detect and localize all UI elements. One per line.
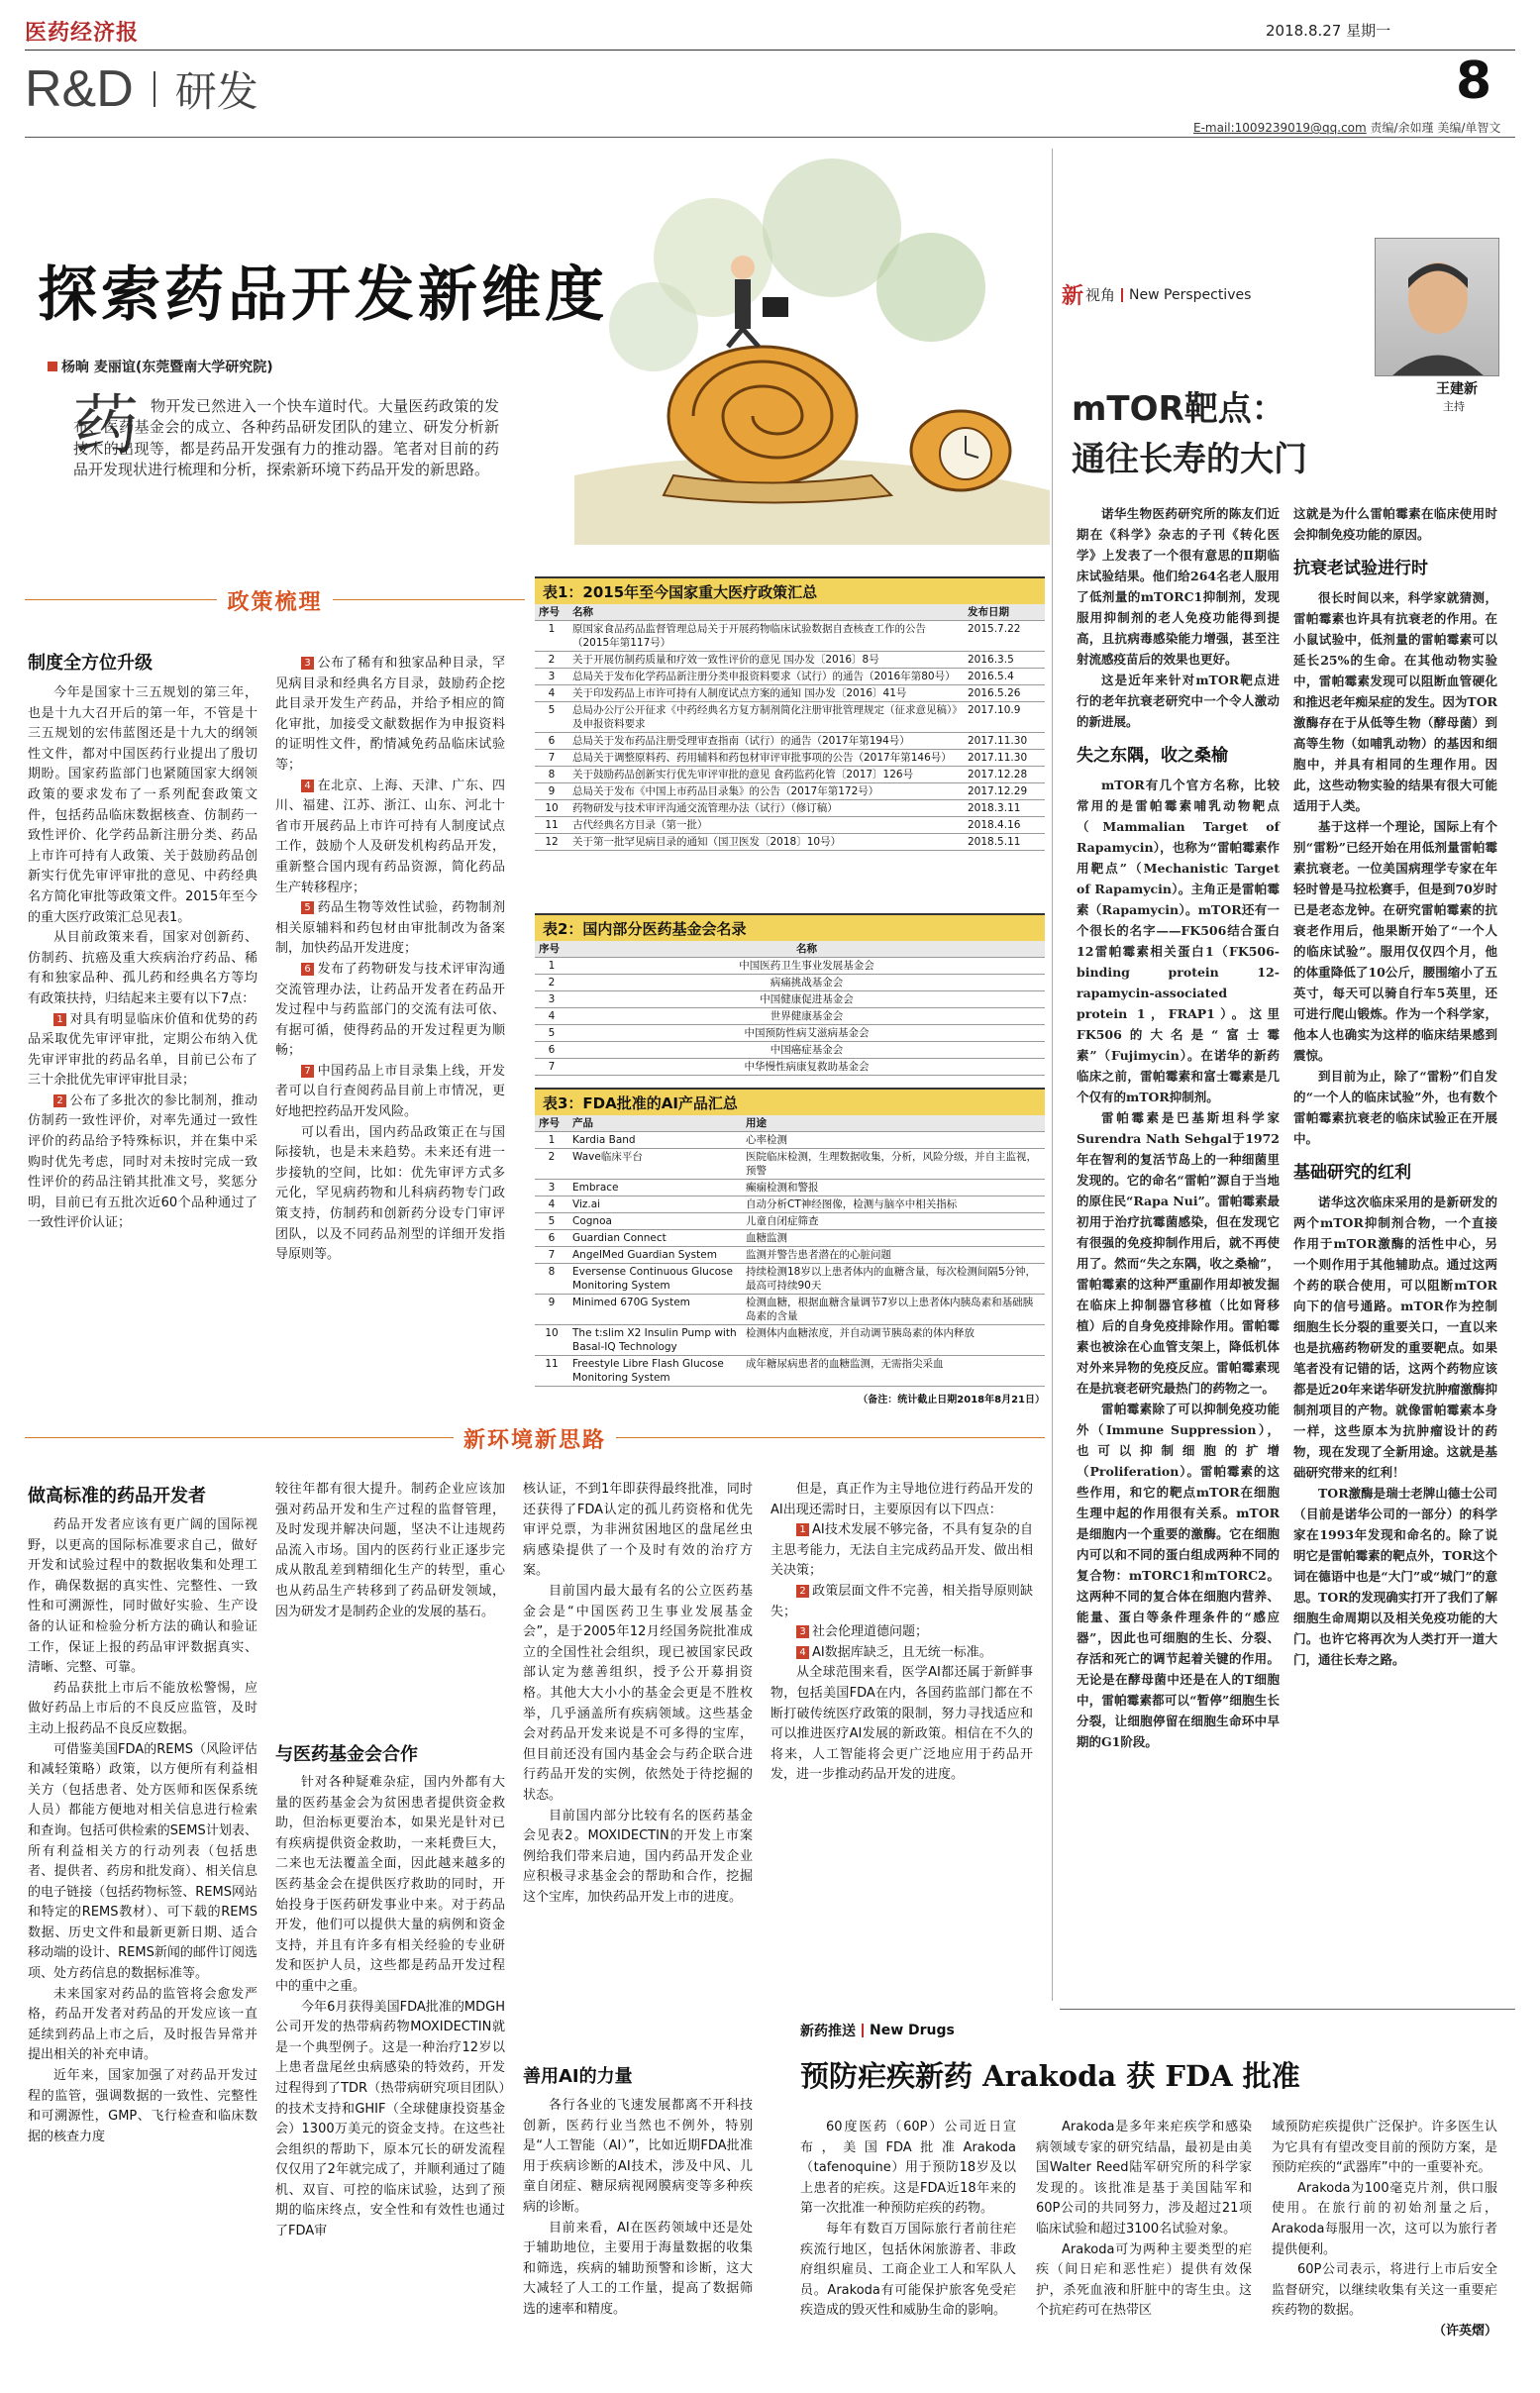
para: 目前来看，AI在医药领域中还是处于辅助地位，主要用于海量数据的收集和筛选，疾病的辅助预警和诊断，这大大减轻了人工的工作量，提高了数据筛选的速率和精度。 <box>523 2220 753 2317</box>
author-line <box>48 357 273 376</box>
table-row <box>535 652 1045 669</box>
para: 针对各种疑难杂症，国内外都有大量的医药基金会为贫困患者提供资金救助，但治标更要治本，如果光是针对已有疾病提供资金救助，一来耗费巨大，二来也无法覆盖全面，因此越来越多的医药基金会在提供医疗救助的同时，开始投身于医药研发事业中来。对于药品开发，他们可以提供大量的病例和资金支持，并且有许多有相关经验的专业研发和医护人员，这些都是药品开发过程中的重中之重。 <box>275 1775 505 1994</box>
col-header: 名称 <box>568 941 1045 958</box>
cell: 2018.4.16 <box>964 817 1045 834</box>
table-1 <box>535 576 1045 851</box>
table-row <box>535 1042 1045 1059</box>
cell: AngelMed Guardian System <box>568 1247 742 1264</box>
para: 雷帕霉素除了可以抑制免疫功能外（Immune Suppression），也可以抑制细胞的扩增（Proliferation）。雷帕霉素的这些作用，和它的靶点mTOR在细胞生理中起的作用很有关系。mTOR是细胞内一个重要的激酶。它在细胞内可以和不同的蛋白组成两种不同的复合物：mTORC1和mTORC2。这两种不同的复合体在细胞内营养、能量、蛋白等条件理条件的“感应器”，因此也可细胞的生长、分裂、存活和死亡的调节起着关键的作用。无论是在酵母菌中还是在人的T细胞中，雷帕霉素都可以“暂停”细胞生长分裂，让细胞停留在细胞生命环中早期的G1阶段。 <box>1077 1402 1280 1749</box>
cell: 11 <box>535 1356 568 1387</box>
cell: 医院临床检测，生理数据收集，分析，风险分级，并自主监视，预警 <box>742 1149 1045 1180</box>
cell: 中国癌症基金会 <box>568 1042 1045 1059</box>
para: 很长时间以来，科学家就猜测，雷帕霉素也许具有抗衰老的作用。在小鼠试验中，低剂量的雷帕霉素可以延长25%的生命。在其他动物实验中，雷帕霉素发现可以阻断血管硬化和推迟老年痴呆症的发生。因为TOR激酶存在于从低等生物（酵母菌）到高等生物（如哺乳动物）的基因和细胞中，并具有相同的生理作用。因此，这些动物实验的结果有很大可能适用于人类。 <box>1293 590 1497 813</box>
table-row <box>535 1325 1045 1356</box>
item-number: 3 <box>301 657 314 670</box>
page-number: 8 <box>1456 52 1492 111</box>
para: 较往年都有很大提升。制药企业应该加强对药品开发和生产过程的监督管理，及时发现并解决问题，坚决不让违规药品流入市场。国内的医药行业正逐步完成从散乱差到精细化生产的转型，重心也从药品生产转移到了药品研发领域，因为研发才是制药企业的发展的基石。 <box>275 1482 505 1619</box>
table-row <box>535 733 1045 750</box>
table-row <box>535 958 1045 975</box>
drug-tag <box>800 2021 955 2040</box>
table-row <box>535 1196 1045 1213</box>
cell: 5 <box>535 1213 568 1230</box>
table-row <box>535 702 1045 733</box>
cell: 血糖监测 <box>742 1230 1045 1247</box>
cell: 心率检测 <box>742 1132 1045 1149</box>
section-divider <box>154 71 155 107</box>
cell: 成年糖尿病患者的血糖监测，无需指尖采血 <box>742 1356 1045 1387</box>
cell: 总局关于发布《中国上市药品目录集》的公告（2017年第172号） <box>568 783 964 800</box>
main-title: 探索药品开发新维度 <box>38 260 608 330</box>
item-number: 4 <box>301 780 314 792</box>
cell: 儿童自闭症筛查 <box>742 1213 1045 1230</box>
table-row <box>535 817 1045 834</box>
cell: Viz.ai <box>568 1196 742 1213</box>
editor-line <box>1193 119 1500 136</box>
cell: 2 <box>535 975 568 991</box>
subhead-standard: 做高标准的药品开发者 <box>28 1486 206 1507</box>
drug-col-2 <box>1036 2118 1252 2322</box>
table-row <box>535 783 1045 800</box>
article-col-b3b <box>523 2096 753 2321</box>
cell: 中华慢性病康复救助基金会 <box>568 1059 1045 1076</box>
article-col-b1 <box>28 1515 257 2147</box>
para: mTOR有几个官方名称，比较常用的是雷帕霉素哺乳动物靶点（Mammalian Target of Rapamycin），也称为“雷帕霉素作用靶点”（Mechanistic Target of Rapamycin）。主角正是雷帕霉素（Rapamycin）。mTOR还有一个很长的名字——FK506结合蛋白12雷帕霉素相关蛋白1（FK506-binding protein 12-rapamycin-associated protein 1，FRAP1）。这里FK506的大名是“富士霉素”（Fujimycin）。在诺华的新药临床之前，雷帕霉素和富士霉素是几个仅有的mTOR抑制剂。 <box>1077 778 1280 1104</box>
cell: Minimed 670G System <box>568 1295 742 1325</box>
cell: 9 <box>535 1295 568 1325</box>
table-row <box>535 1025 1045 1042</box>
cell: 世界健康基金会 <box>568 1008 1045 1025</box>
para: 近年来，国家加强了对药品开发过程的监管，强调数据的一致性、完整性和可溯源性，GMP、飞行检查和临床数据的核查力度 <box>28 2068 257 2144</box>
table-row <box>535 1213 1045 1230</box>
para: 目前国内部分比较有名的医药基金会见表2。MOXIDECTIN的开发上市案例给我们带来启迪，国内药品开发企业应积极寻求基金会的帮助和合作，挖掘这个宝库，加快药品开发上市的进度。 <box>523 1808 753 1905</box>
cell: 关于印发药品上市许可持有人制度试点方案的通知 国办发〔2016〕41号 <box>568 685 964 702</box>
article-col-1 <box>28 683 257 1234</box>
para: 药品开发者应该有更广阔的国际视野，以更高的国际标准要求自己，做好开发和试验过程中的数据收集和处理工作，确保数据的真实性、完整性、一致性和可溯源性，同时做好实验、生产设备的认证和检验分析方法的确认和验证工作，保证上报的药品审评数据真实、清晰、完整、可靠。 <box>28 1517 257 1676</box>
item-number: 5 <box>301 901 314 914</box>
table-row <box>535 1149 1045 1180</box>
table-1-grid <box>535 604 1045 851</box>
cell: 2017.12.29 <box>964 783 1045 800</box>
table-row <box>535 1230 1045 1247</box>
para: 基于这样一个理论，国际上有个别“雷粉”已经开始在用低剂量雷帕霉素抗衰老。一位美国病理学专家在年轻时曾是马拉松赛手，但是到70岁时已是老态龙钟。在研究雷帕霉素的抗衰老作用后，他果断开始了“一个人的临床试验”。服用仅仅四个月，他的体重降低了10公斤，腰围缩小了五英寸，每天可以骑自行车5英里，还可进行爬山锻炼。作为一个科学家，他本人也确实为这样的临床结果感到震惊。 <box>1293 819 1497 1063</box>
item-number: 2 <box>53 1094 66 1107</box>
item-text: 公布了稀有和独家品种目录，罕见病目录和经典名方目录，鼓励药企挖此目录开发生产药品，并给予相应的简化审批，加接受文献数据作为申报资料的证明性文件，酌情减免药品临床试验等； <box>275 656 505 773</box>
para: 目前国内最大最有名的公立医药基金会是“中国医药卫生事业发展基金会”，是于2005年12月经国务院批准成立的全国性社会组织，现已被国家民政部认定为慈善组织，授予公开募捐资格。其他大大小小的基金会更是不胜枚举，几乎涵盖所有疾病领域。这些基金会对药品开发来说是不可多得的宝库，但目前还没有国内基金会与药企联合进行药品开发的实例，依然处于待挖掘的状态。 <box>523 1583 753 1803</box>
article-col-2 <box>275 654 505 1266</box>
column-tag <box>1062 279 1251 310</box>
table-3-grid <box>535 1115 1045 1387</box>
list-item <box>770 1643 1033 1664</box>
cell: 1 <box>535 1132 568 1149</box>
para: 每年有数百万国际旅行者前往疟疾流行地区，包括休闲旅游者、非政府组织雇员、工商企业工人和军队人员。Arakoda有可能保护旅客免受疟疾造成的毁灭性和威胁生命的影响。 <box>800 2221 1016 2319</box>
para: 可借鉴美国FDA的REMS（风险评估和减轻策略）政策，以方便所有利益相关方（包括患者、处方医师和医保系统人员）都能方便地对相关信息进行检索和查询。包括可供检索的SEMS计划表、所有利益相关方的行动列表（包括患者、提供者、药房和批发商）、相关信息的电子链接（包括药物标签、REMS网站和特定的REMS教材）、可下载的REMS数据、历史文件和最新更新日期、适合移动端的设计、REMS新闻的邮件订阅选项、处方药信息的数据标准等。 <box>28 1741 257 1982</box>
host-role: 主持 <box>1443 400 1465 413</box>
issue-date <box>1266 20 1390 41</box>
table-row <box>535 991 1045 1008</box>
cell: 中国健康促进基金会 <box>568 991 1045 1008</box>
column-title-1: mTOR靶点： <box>1072 389 1285 429</box>
table-row <box>535 1295 1045 1325</box>
item-text: 政策层面文件不完善，相关指导原则缺失； <box>770 1583 1033 1619</box>
drug-tag-bar <box>862 2024 864 2037</box>
para: 可以看出，国内药品政策正在与国际接轨，也是未来趋势。未来还有进一步接轨的空间，比如：优先审评方式多元化，罕见病药物和儿科病药物专门政策支持，仿制药和创新药分设专门审评团队，以及不同药品剂型的详细开发指导原则等。 <box>275 1124 505 1263</box>
cell: 11 <box>535 817 568 834</box>
item-number: 4 <box>796 1646 809 1659</box>
table-row <box>535 767 1045 783</box>
item-text: AI技术发展不够完备，不具有复杂的自主思考能力，无法自主完成药品开发、做出相关决策； <box>770 1522 1033 1579</box>
cell: Eversense Continuous Glucose Monitoring System <box>568 1264 742 1295</box>
cell: 4 <box>535 1196 568 1213</box>
cell: 6 <box>535 1042 568 1059</box>
table-row <box>535 1059 1045 1076</box>
cell: 2017.11.30 <box>964 750 1045 767</box>
item-text: 药品生物等效性试验，药物制剂相关原辅料和药包材由审批制改为备案制，加快药品开发进度； <box>275 900 505 957</box>
para: 未来国家对药品的监管将会愈发严格，药品开发者对药品的开发应该一直延续到药品上市之后，及时报告异常并提出相关的补充申请。 <box>28 1986 257 2063</box>
newspaper-logo: 医药经济报 <box>25 20 140 46</box>
para: 药品获批上市后不能放松警惕，应做好药品上市后的不良反应监管，及时主动上报药品不良反应数据。 <box>28 1680 257 1736</box>
cell: 总局关于发布药品注册受理审查指南（试行）的通告（2017年第194号） <box>568 733 964 750</box>
cell: 持续检测18岁以上患者体内的血糖含量，每次检测间隔5分钟，最高可持续90天 <box>742 1264 1045 1295</box>
section-cn: 研发 <box>174 67 258 116</box>
cell: 10 <box>535 800 568 817</box>
para: 诺华这次临床采用的是新研发的两个mTOR抑制剂合物，一个直接作用于mTOR激酶的活性中心，另一个则作用于其他辅助点。通过这两个药的联合使用，可以阻断mTOR向下的信号通路。mTOR作为控制细胞生长分裂的重要关口，一直以来也是抗癌药物研发的重要靶点。如果笔者没有记错的话，这两个药物应该都是近20年来诺华研发抗肿瘤激酶抑制剂项目的产物。就像雷帕霉素本身一样，这些原本为抗肿瘤设计的药物，现在发现了全新用途。这就是基础研究带来的红利！ <box>1293 1195 1497 1480</box>
table-header-row <box>535 1115 1045 1132</box>
para: 这就是为什么雷帕霉素在临床使用时会抑制免疫功能的原因。 <box>1293 506 1497 542</box>
lead-dropcap: 药 <box>73 387 139 464</box>
cell: 5 <box>535 1025 568 1042</box>
para: Arakoda为100毫克片剂，供口服使用。在旅行前的初始剂量之后，Arakoda每服用一次，这可以为旅行者提供便利。 <box>1272 2180 1497 2257</box>
subhead-ai: 善用AI的力量 <box>523 2066 633 2087</box>
table-row <box>535 1008 1045 1025</box>
column-tag-new: 新 <box>1062 283 1084 309</box>
host-name: 王建新 <box>1436 381 1478 397</box>
table-row <box>535 834 1045 851</box>
cell: 3 <box>535 669 568 685</box>
col-header: 名称 <box>568 604 964 621</box>
cell: 2 <box>535 652 568 669</box>
cell: 2017.10.9 <box>964 702 1045 733</box>
cell: 总局关于调整原料药、药用辅料和药包材审评审批事项的公告（2017年第146号） <box>568 750 964 767</box>
para: TOR激酶是瑞士老牌山德士公司（目前是诺华公司的一部分）的科学家在1993年发现和命名的。除了说明它是雷帕霉素的靶点外，TOR这个词在德语中也是“大门”或“城门”的意思。TOR的发现确实打开了我们了解细胞生命周期以及相关免疫功能的大门。也许它将再次为人类打开一道大门，通往长寿之路。 <box>1293 1486 1497 1667</box>
drug-col-3 <box>1272 2118 1497 2342</box>
table-row <box>535 750 1045 767</box>
author-marker <box>48 362 57 371</box>
article-col-b3 <box>523 1480 753 1908</box>
table-row <box>535 621 1045 652</box>
lead-paragraph: 物开发已然进入一个快车道时代。大量医药政策的发布、医药基金会的成立、各种药品研发团队的建立、研发分析新技术的出现等，都是药品开发强有力的推动器。笔者对目前的药品开发现状进行梳理和分析，探索新环境下药品开发的新思路。 <box>73 397 499 479</box>
cell: 4 <box>535 685 568 702</box>
item-text: 在北京、上海、天津、广东、四川、福建、江苏、浙江、山东、河北十省市开展药品上市许可持有人制度试点工作，鼓励个人及研发机构药品开发，重新整合国内现有药品资源，简化药品生产转移程序； <box>275 778 505 895</box>
cell: 7 <box>535 750 568 767</box>
para: 但是，真正作为主导地位进行药品开发的AI出现还需时日，主要原因有以下四点： <box>770 1482 1033 1517</box>
cell: 检测体内血糖浓度，并自动调节胰岛素的体内释放 <box>742 1325 1045 1356</box>
list-item <box>28 1010 257 1092</box>
item-number: 1 <box>796 1523 809 1536</box>
cell: Freestyle Libre Flash Glucose Monitoring System <box>568 1356 742 1387</box>
cell: The t:slim X2 Insulin Pump with Basal-IQ Technology <box>568 1325 742 1356</box>
column-col-1 <box>1077 503 1280 1752</box>
list-item <box>275 960 505 1062</box>
cell: 原国家食品药品监督管理总局关于开展药物临床试验数据自查核查工作的公告（2015年第117号） <box>568 621 964 652</box>
table-row <box>535 1356 1045 1387</box>
para: 这是近年来针对mTOR靶点进行的老年抗衰老研究中一个令人激动的新进展。 <box>1077 673 1280 729</box>
article-col-b4 <box>770 1480 1033 1786</box>
table-row <box>535 975 1045 991</box>
list-item <box>275 1062 505 1123</box>
item-text: 中国药品上市目录集上线，开发者可以自行查阅药品目前上市情况，更好地把控药品开发风险。 <box>275 1063 505 1120</box>
table-2 <box>535 913 1045 1076</box>
col-header: 产品 <box>568 1115 742 1132</box>
cell: 中国预防性病艾滋病基金会 <box>568 1025 1045 1042</box>
cell: 中国医药卫生事业发展基金会 <box>568 958 1045 975</box>
para: 域预防疟疾提供广泛保护。许多医生认为它具有有望改变目前的预防方案，是预防疟疾的“武器库”中的一重要补充。 <box>1272 2120 1497 2176</box>
article-col-b2b <box>275 1773 505 2242</box>
item-text: 公布了多批次的参比制剂，推动仿制药一致性评价，对率先通过一致性评价的药品给予特殊标识，并在集中采购时优先考虑，同时对未按时完成一致性评价的药品注销其批准文号，奖惩分明，目前已有五批次近60个品种通过了一致性评价认证； <box>28 1092 257 1231</box>
cell: 监测并警告患者潜在的心脏问题 <box>742 1247 1045 1264</box>
cell: 6 <box>535 1230 568 1247</box>
cell: 8 <box>535 767 568 783</box>
cell: 古代经典名方目录（第一批） <box>568 817 964 834</box>
cell: 5 <box>535 702 568 733</box>
table-header-row <box>535 941 1045 958</box>
cell: 自动分析CT神经图像，检测与脑卒中相关指标 <box>742 1196 1045 1213</box>
list-item <box>770 1520 1033 1582</box>
cell: 关于鼓励药品创新实行优先审评审批的意见 食药监药化管〔2017〕126号 <box>568 767 964 783</box>
cell: 2 <box>535 1149 568 1180</box>
cell: 7 <box>535 1247 568 1264</box>
cell: 8 <box>535 1264 568 1295</box>
table-2-title: 表2：国内部分医药基金会名录 <box>535 913 1045 941</box>
section-banner-new-env <box>25 1422 1045 1454</box>
cell: 2018.3.11 <box>964 800 1045 817</box>
list-item <box>770 1622 1033 1643</box>
column-subhead-3: 基础研究的红利 <box>1293 1163 1411 1183</box>
cell: 检测血糖，根据血糖含量调节7岁以上患者体内胰岛素和基础胰岛素的含量 <box>742 1295 1045 1325</box>
cell: 9 <box>535 783 568 800</box>
item-number: 2 <box>796 1585 809 1598</box>
email-text: E-mail:1009239019@qq.com <box>1193 121 1367 135</box>
table-row <box>535 1247 1045 1264</box>
para: 各行各业的飞速发展都离不开科技创新，医药行业当然也不例外，特别是“人工智能（AI）”，比如近期FDA批准用于疾病诊断的AI技术，涉及中风、儿童自闭症、糖尿病视网膜病变等多种疾病的诊断。 <box>523 2098 753 2215</box>
cell: 3 <box>535 1180 568 1196</box>
para: 60度医药（60P）公司近日宣布，美国FDA批准Arakoda（tafenoquine）用于预防18岁及以上患者的疟疾。这是FDA近18年来的第一次批准一种预防疟疾的药物。 <box>800 2120 1016 2217</box>
column-tag-en: New Perspectives <box>1129 286 1252 303</box>
cell: 6 <box>535 733 568 750</box>
cell: Guardian Connect <box>568 1230 742 1247</box>
weekday-text: 星期一 <box>1346 22 1391 40</box>
table-row <box>535 1264 1045 1295</box>
section-en: R&D <box>25 60 134 118</box>
snail-illustration-svg <box>515 149 1070 565</box>
column-subhead-2: 抗衰老试验进行时 <box>1293 559 1428 578</box>
host-avatar-svg <box>1376 239 1499 376</box>
snail-illustration <box>515 149 1070 565</box>
cell: 1 <box>535 958 568 975</box>
section-banner-new-env-label: 新环境新思路 <box>454 1423 616 1454</box>
table-3-note: （备注：统计截止日期2018年8月21日） <box>858 1395 1045 1405</box>
author-text: 杨晌 麦丽谊(东莞暨南大学研究院) <box>61 360 273 375</box>
article-col-b2 <box>275 1480 505 1622</box>
table-row <box>535 800 1045 817</box>
item-number: 3 <box>796 1625 809 1638</box>
col-header: 发布日期 <box>964 604 1045 621</box>
cell: 总局办公厅公开征求《中药经典名方复方制剂简化注册审批管理规定（征求意见稿）》及申报资料要求 <box>568 702 964 733</box>
table-3 <box>535 1088 1045 1405</box>
section-banner-policy-label: 政策梳理 <box>217 585 332 616</box>
column-tag-bar <box>1121 288 1123 302</box>
cell: 2016.5.4 <box>964 669 1045 685</box>
cell: 4 <box>535 1008 568 1025</box>
column-title-2: 通往长寿的大门 <box>1072 440 1307 479</box>
table-row <box>535 1132 1045 1149</box>
subhead-foundation: 与医药基金会合作 <box>275 1744 418 1765</box>
item-text: AI数据库缺乏，且无统一标准。 <box>812 1644 992 1660</box>
para: 今年6月获得美国FDA批准的MDGH公司开发的热带病药物MOXIDECTIN就是一个典型例子。这是一种治疗12岁以上患者盘尾丝虫病感染的特效药，开发过程得到了TDR（热带病研究项目团队）的技术支持和GHIF（全球健康投资基金会）1300万美元的资金支持。在这些社会组织的帮助下，原本冗长的研发流程仅仅用了2年就完成了，并顺利通过了随机、双盲、可控的临床试验，达到了预期的临床终点，安全性和有效性也通过了FDA审 <box>275 1999 505 2239</box>
section-header <box>25 59 258 119</box>
para: 雷帕霉素是巴基斯坦科学家Surendra Nath Sehgal于1972年在智利的复活节岛上的一种细菌里发现的。它的命名“雷帕”源自于当地的原住民“Rapa Nui”。雷帕霉素最初用于治疗抗霉菌感染，但在发现它有很强的免疫抑制作用后，就不再使用了。然而“失之东隅，收之桑榆”，雷帕霉素的这种严重副作用却被发掘在临床上抑制器官移植（比如肾移植）后的自身免疫排除作用。雷帕霉素也被涂在心血管支架上，降低机体对外来异物的免疫反应。雷帕霉素现在是抗衰老研究最热门的药物之一。 <box>1077 1110 1280 1396</box>
table-row <box>535 1180 1045 1196</box>
cell: 总局关于发布化学药品新注册分类申报资料要求（试行）的通告（2016年第80号） <box>568 669 964 685</box>
cell: Embrace <box>568 1180 742 1196</box>
item-number: 7 <box>301 1065 314 1078</box>
cell: 病痛挑战基金会 <box>568 975 1045 991</box>
cell: 关于第一批罕见病目录的通知（国卫医发〔2018〕10号） <box>568 834 964 851</box>
para: 核认证，不到1年即获得最终批准，同时还获得了FDA认定的孤儿药资格和优先审评兑票，为非洲贫困地区的盘尾丝虫病感染提供了一个及时有效的治疗方案。 <box>523 1482 753 1579</box>
column-subhead-1: 失之东隅，收之桑榆 <box>1077 746 1228 766</box>
cell: 2016.3.5 <box>964 652 1045 669</box>
cell: Cognoa <box>568 1213 742 1230</box>
para: 60P公司表示，将进行上市后安全监督研究，以继续收集有关这一重要疟疾药物的数据。 <box>1272 2262 1497 2319</box>
para: 诺华生物医药研究所的陈友们近期在《科学》杂志的子刊《转化医学》上发表了一个很有意思的Ⅱ期临床试验结果。他们给264名老人服用了低剂量的mTORC1抑制剂，发现服用抑制剂的老人免疫功能得到提高，且抗病毒感染能力增强，甚至注射流感疫苗后的效果也更好。 <box>1077 506 1280 667</box>
cell: Wave临床平台 <box>568 1149 742 1180</box>
col-header: 用途 <box>742 1115 1045 1132</box>
cell: Kardia Band <box>568 1132 742 1149</box>
date-text: 2018.8.27 <box>1266 22 1342 40</box>
table-2-grid <box>535 941 1045 1076</box>
item-text: 发布了药物研发与技术评审沟通交流管理办法，让药品开发者在药品开发过程中与药监部门的交流有法可依、有据可循，使得药品的开发过程更为顺畅； <box>275 961 505 1059</box>
cell: 2016.5.26 <box>964 685 1045 702</box>
column-col-2 <box>1293 503 1497 1670</box>
cell: 10 <box>535 1325 568 1356</box>
table-header-row <box>535 604 1045 621</box>
table-row <box>535 685 1045 702</box>
para: 从全球范围来看，医学AI都还属于新鲜事物，包括美国FDA在内，各国药监部门都在不断打破传统医疗政策的限制，努力寻找适应和可以推进医疗AI发展的新政策。相信在不久的将来，人工智能将会更广泛地应用于药品开发，进一步推动药品开发的进度。 <box>770 1665 1033 1783</box>
item-number: 6 <box>301 963 314 976</box>
drug-tag-en: New Drugs <box>870 2023 955 2038</box>
cell: 2017.11.30 <box>964 733 1045 750</box>
list-item <box>28 1092 257 1234</box>
host-avatar <box>1375 238 1499 376</box>
drug-col-1 <box>800 2118 1016 2322</box>
cell: 2018.5.11 <box>964 834 1045 851</box>
cell: 2017.12.28 <box>964 767 1045 783</box>
para: Arakoda是多年来疟疾学和感染病领域专家的研究结晶，最初是由美国Walter Reed陆军研究所的科学家发现的。该批准是基于美国陆军和60P公司的共同努力，涉及超过21项临床试验和超过3100名试验对象。 <box>1036 2120 1252 2237</box>
cell: 7 <box>535 1059 568 1076</box>
item-number: 1 <box>53 1013 66 1026</box>
editors-text: 责编/余如瑾 美编/单智文 <box>1370 121 1501 135</box>
section-banner-policy <box>25 584 525 616</box>
table-3-title: 表3：FDA批准的AI产品汇总 <box>535 1088 1045 1115</box>
para: 今年是国家十三五规划的第三年，也是十九大召开后的第一年，不管是十三五规划的宏伟蓝图还是十九大的纲领性文件，都对中国医药行业提出了殷切期盼。国家药监部门也紧随国家大纲领政策的要求发布了一系列配套政策文件，包括药品临床数据核查、仿制药一致性评价、化学药品新注册分类、药品上市许可持有人政策、关于鼓励药品创新实行优先审评审批的意见、中药经典名方简化审批等政策文件。2015年至今的重大医疗政策汇总见表1。 <box>28 685 257 925</box>
cell: 癫痫检测和警报 <box>742 1180 1045 1196</box>
column-tag-rest: 视角 <box>1085 286 1116 304</box>
drug-tag-cn: 新药推送 <box>800 2024 856 2039</box>
list-item <box>275 898 505 960</box>
list-item <box>770 1582 1033 1622</box>
para: 从目前政策来看，国家对创新药、仿制药、抗癌及重大疾病治疗药品、稀有和独家品种、孤儿药和经典名方等均有政策扶持，归结起来主要有以下7点： <box>28 930 257 1006</box>
drug-title: 预防疟疾新药 Arakoda 获 FDA 批准 <box>800 2059 1300 2093</box>
subhead-policy: 制度全方位升级 <box>28 653 153 674</box>
col-header: 序号 <box>535 604 568 621</box>
cell: 药物研发与技术审评沟通交流管理办法（试行）（修订稿） <box>568 800 964 817</box>
item-text: 对具有明显临床价值和优势的药品采取优先审评审批，定期公布纳入优先审评审批的药品名单，目前已公布了三十余批优先审评审批目录； <box>28 1011 257 1089</box>
table-1-title: 表1：2015年至今国家重大医疗政策汇总 <box>535 576 1045 604</box>
col-header: 序号 <box>535 1115 568 1132</box>
list-item <box>275 654 505 777</box>
para: 到目前为止，除了“雷粉”们自发的“一个人的临床试验”外，也有数个雷帕霉素抗衰老的临床试验正在开展中。 <box>1293 1069 1497 1146</box>
cell: 关于开展仿制药质量和疗效一致性评价的意见 国办发〔2016〕8号 <box>568 652 964 669</box>
col-header: 序号 <box>535 941 568 958</box>
table-row <box>535 669 1045 685</box>
drug-byline: （许英熠） <box>1432 2323 1497 2339</box>
cell: 3 <box>535 991 568 1008</box>
cell: 12 <box>535 834 568 851</box>
cell: 1 <box>535 621 568 652</box>
list-item <box>275 777 505 899</box>
cell: 2015.7.22 <box>964 621 1045 652</box>
item-text: 社会伦理道德问题； <box>812 1624 929 1640</box>
para: Arakoda可为两种主要类型的疟疾（间日疟和恶性疟）提供有效保护，杀死血液和肝脏中的寄生虫。这个抗疟药可在热带区 <box>1036 2241 1252 2319</box>
